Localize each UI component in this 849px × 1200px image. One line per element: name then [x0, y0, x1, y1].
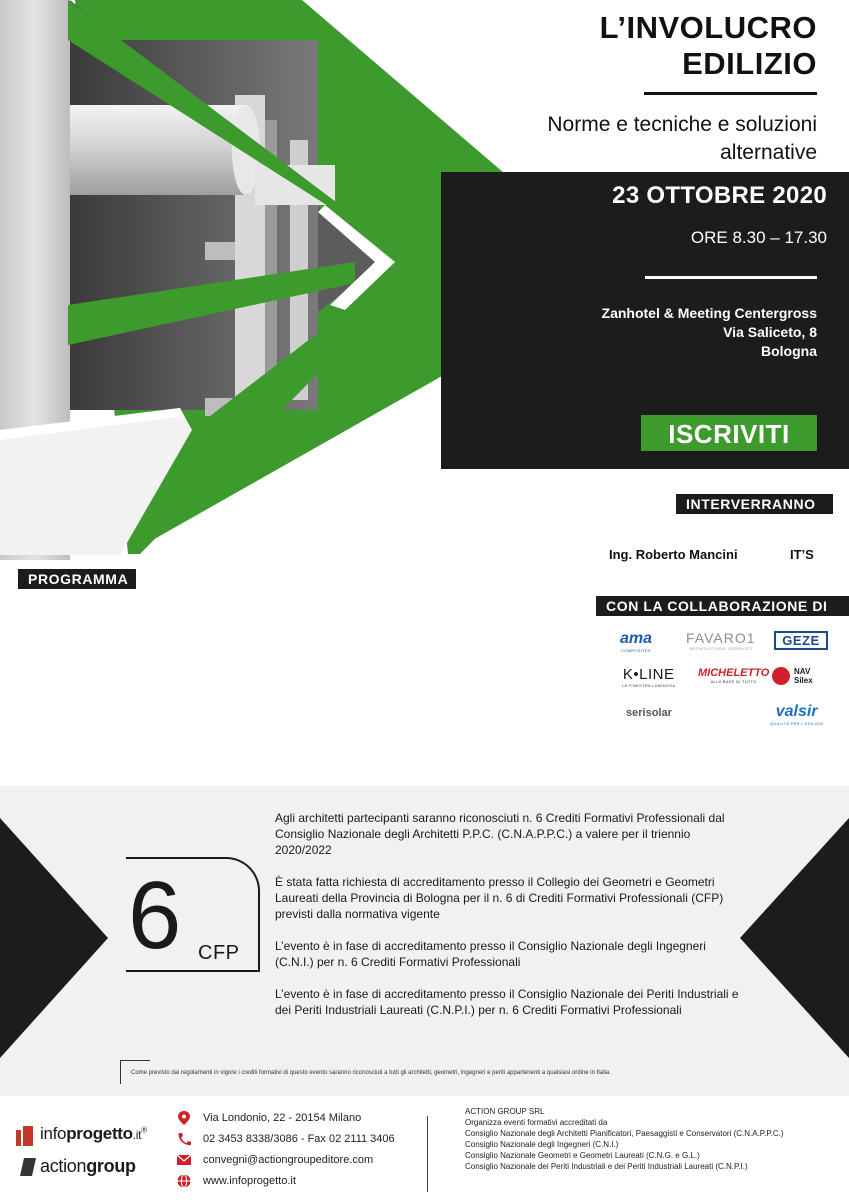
footer-divider: [427, 1116, 428, 1192]
sponsor-logo-nav-silex[interactable]: [772, 667, 813, 685]
speaker-organization: IT’S: [790, 547, 814, 562]
register-button[interactable]: ISCRIVITI: [641, 415, 817, 451]
brand-info-light: info: [40, 1124, 67, 1143]
panel-divider: [645, 276, 817, 279]
accreditation-company: ACTION GROUP SRL: [465, 1107, 545, 1116]
event-date: 23 OTTOBRE 2020: [612, 182, 827, 209]
collaboration-section-label: CON LA COLLABORAZIONE DI: [596, 596, 849, 616]
event-time: ORE 8.30 – 17.30: [690, 228, 827, 247]
title-divider: [644, 92, 817, 95]
location-pin-icon: [176, 1111, 192, 1125]
sponsor-micheletto-name: MICHELETTO: [698, 667, 770, 679]
brand-action-light: action: [40, 1156, 87, 1176]
credits-ingegneri: L’evento è in fase di accreditamento presso il Consiglio Nazionale degli Ingegneri (C.N.I.) per n. 6 Crediti Formativi Professionali: [275, 939, 706, 969]
sponsor-logo-valsir[interactable]: [770, 703, 823, 726]
credits-geometri: È stata fatta richiesta di accreditamento presso il Collegio dei Geometri e Geometri Laureati della Provincia di Bologna per il n. 6 di Crediti Formativi Professionali (CFP) previsti dalla normativa vigente: [275, 875, 724, 921]
brand-action-bold: group: [86, 1156, 136, 1176]
accreditation-cng: Consiglio Nazionale Geometri e Geometri Laureati (C.N.G. e G.L.): [465, 1151, 700, 1160]
sponsor-ama-name: ama: [620, 630, 653, 647]
program-section-label: PROGRAMMA: [18, 569, 136, 589]
actiongroup-logo[interactable]: [20, 1156, 136, 1177]
event-venue: [602, 304, 817, 361]
event-title: [600, 10, 817, 82]
sponsor-valsir-tag: QUALITÀ PER L’EDILIZIA: [770, 721, 824, 726]
left-triangle-decoration: [0, 818, 108, 1058]
sponsor-logo-geze[interactable]: GEZE: [774, 631, 828, 650]
accreditation-intro: Organizza eventi formativi accreditati da: [465, 1118, 608, 1127]
speakers-section-label: INTERVERRANNO: [676, 494, 833, 514]
email-text: convegni@actiongroupeditore.com: [203, 1154, 374, 1166]
venue-name: Zanhotel & Meeting Centergross: [601, 305, 817, 321]
cfp-number: 6: [128, 862, 182, 969]
brand-info-registered: ®: [141, 1125, 147, 1135]
sponsor-ama-tag: COMPOSITES: [621, 648, 651, 653]
venue-city: Bologna: [761, 343, 817, 359]
sponsor-logo-ama[interactable]: [620, 630, 652, 653]
infoprogetto-logo[interactable]: [16, 1124, 147, 1144]
sponsor-logo-serisolar[interactable]: [626, 707, 672, 719]
cfp-label: CFP: [198, 942, 240, 964]
sponsor-valsir-name: valsir: [775, 703, 818, 720]
brand-info-suffix: .it: [132, 1128, 142, 1142]
accreditation-cnappc: Consiglio Nazionale degli Architetti Pianificatori, Paesaggisti e Conservatori (C.N.A.P.P.C.): [465, 1129, 784, 1138]
speaker-name: Ing. Roberto Mancini: [609, 547, 738, 562]
event-subtitle: Norme e tecniche e soluzioni alternative: [547, 113, 817, 164]
phone-text: 02 3453 8338/3086 - Fax 02 2111 3406: [203, 1133, 395, 1145]
sponsor-logo-kline[interactable]: [622, 666, 675, 688]
nav-silex-mark-icon: [772, 667, 790, 685]
globe-icon: [176, 1174, 192, 1188]
accreditation-info: [465, 1106, 825, 1172]
brand-info-bold: progetto: [66, 1124, 133, 1143]
sponsor-logo-micheletto[interactable]: [698, 667, 769, 684]
mail-icon: [176, 1153, 192, 1167]
website-text: www.infoprogetto.it: [203, 1175, 296, 1187]
sponsor-logo-favaro[interactable]: [686, 630, 756, 651]
credits-description: [275, 810, 745, 1034]
event-title-line-1: L’INVOLUCRO: [599, 10, 817, 45]
event-title-line-2: EDILIZIO: [682, 46, 817, 81]
credits-footnote: Come previsto dai regolamenti in vigore i crediti formativi di questo evento saranno riconosciuti a tutti gli architetti, geometri, ingegneri e periti appartenenti a qualsiasi ordine in Italia.: [131, 1070, 611, 1076]
phone-icon: [176, 1132, 192, 1146]
credits-architects: Agli architetti partecipanti saranno riconosciuti n. 6 Crediti Formativi Professionali dal Consiglio Nazionale degli Architetti P.P.C. (C.N.A.P.P.C.) a valere per il triennio 2020/2022: [275, 811, 725, 857]
accreditation-cni: Consiglio Nazionale degli Ingegneri (C.N.I.): [465, 1140, 619, 1149]
sponsor-serisolar-name: serisolar: [626, 707, 672, 719]
address-text: Via Londonio, 22 - 20154 Milano: [203, 1112, 362, 1124]
sponsor-micheletto-tag: ALLA BASE DI TUTTO: [710, 679, 757, 684]
sponsor-nav-line2: Silex: [794, 676, 813, 685]
right-triangle-decoration: [740, 818, 849, 1058]
credits-periti: L’evento è in fase di accreditamento presso il Consiglio Nazionale dei Periti Industriali e dei Periti Industriali Laureati (C.N.P.I.) per n. 6 Crediti Formativi Professionali: [275, 987, 739, 1017]
venue-street: Via Saliceto, 8: [723, 324, 817, 340]
accreditation-cnpi: Consiglio Nazionale dei Periti Industriali e dei Periti Industriali Laureati (C.N.P.I.): [465, 1162, 748, 1171]
sponsor-favaro-name: FAVARO1: [686, 630, 756, 646]
sponsor-kline-name: K•LINE: [622, 666, 675, 683]
sponsor-nav-line1: NAV: [794, 667, 811, 676]
sponsor-kline-tag: LA FINESTRA LUMINOSA: [622, 683, 676, 688]
sponsor-favaro-tag: ARCHITECTURAL SURFACES: [689, 646, 753, 651]
